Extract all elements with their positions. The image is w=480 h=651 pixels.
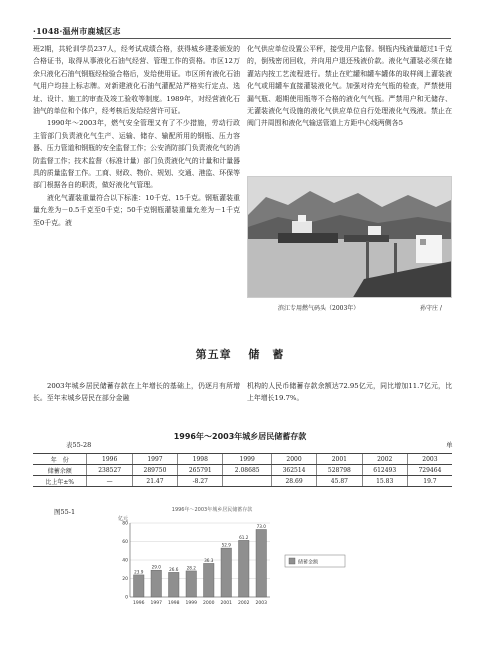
table-cell: 2003: [407, 454, 452, 465]
table-cell: 238527: [87, 465, 132, 476]
left-column: [33, 43, 240, 229]
bar: [186, 571, 197, 597]
y-axis-label: 亿元: [118, 516, 129, 522]
table-row: [33, 476, 452, 487]
bar: [204, 563, 215, 597]
y-tick-label: 80: [122, 521, 128, 527]
y-tick-label: 20: [122, 577, 128, 583]
data-label: 26.6: [169, 566, 179, 572]
savings-table: [33, 453, 452, 487]
table-cell: 年 份: [33, 454, 87, 465]
y-tick-label: 60: [122, 540, 128, 546]
x-tick-label: 1998: [168, 601, 180, 606]
bar: [151, 570, 162, 597]
section-text-left: [33, 380, 240, 405]
table-cell: 15.83: [362, 476, 407, 487]
table-row: [33, 454, 452, 465]
table-cell: 265791: [178, 465, 223, 476]
page-header: ·1048·温州市鹿城区志: [33, 26, 121, 36]
photo-caption: 滨江专用燃气码头（2003年）: [278, 305, 360, 312]
table-cell: 比上年±%: [33, 476, 87, 487]
photo-credit: 孙守庄 /: [420, 305, 442, 312]
chapter-number: 第五章: [195, 348, 232, 361]
bar: [134, 575, 145, 597]
section-paragraph-right: 机构的人民币储蓄存款余额达72.95亿元，同比增加11.7亿元，比上年增长19.7%。: [247, 382, 452, 403]
table-cell: -8.27: [178, 476, 223, 487]
x-tick-label: 1999: [185, 601, 197, 606]
table-cell: 362514: [271, 465, 316, 476]
bar: [169, 572, 180, 597]
paragraph-2: 1990年～2003年，燃气安全管理又有了不少措施，劳动行政主管部门负责液化气生产、运输、储存、输配所用的钢瓶、压力容器、压力管道和钢瓶的安全监督工作；公安消防部门负责液化气的消防监督工作；技术监督（标准计量）部门负责液化气的计量和计量器具的质量监督工作。工商、财政、物价、规划、交通、港监、环保等部门根据各自的职责，做好液化气管理。: [33, 119, 240, 190]
chart-title: 1996年～2003年城乡居民储蓄存款: [171, 507, 253, 513]
table-cell: 1997: [132, 454, 177, 465]
right-column: [247, 43, 452, 130]
table-cell: 2000: [271, 454, 316, 465]
x-tick-label: 2002: [238, 601, 250, 606]
legend-swatch: [289, 558, 295, 564]
table-cell: 1999: [223, 454, 271, 465]
table-cell: 储蓄余额: [33, 465, 87, 476]
table-cell: 528798: [317, 465, 362, 476]
paragraph-3: 液化气灌装重量符合以下标准：10千克、15千克。钢瓶灌装重量允差为－0.5千克至0千克；50千克钢瓶灌装重量允差为－1千克至0千克。液: [33, 193, 240, 227]
table-cell: [223, 476, 271, 487]
table-number: 表55-28: [66, 441, 92, 449]
paragraph-right: 化气供应单位设置公平秤，接受用户监督。钢瓶内残液量超过1千克的，倒残密闭回收，并向用户退还残液价款。液化气灌装必须在储灌站内按工艺流程进行。禁止在贮罐和罐车罐体的取样阀上灌装液化气或用罐车直接灌装液化气。加强对待充气瓶的检查，严禁使用漏气瓶、超期使用瓶等不合格的液化气气瓶。严禁用户和无储存、无灌装液化气设施的液化气供应单位自行处理液化气残液。禁止在阀门井周围和液化气输送管道上方距中心线两侧各5: [247, 45, 452, 128]
header-rule: [33, 38, 451, 39]
x-tick-label: 1996: [133, 601, 145, 606]
data-label: 23.9: [134, 569, 144, 575]
harbor-photo: [247, 176, 452, 298]
table-cell: 2001: [317, 454, 362, 465]
x-tick-label: 2003: [255, 601, 267, 606]
table-cell: —: [87, 476, 132, 487]
table-cell: 19.7: [407, 476, 452, 487]
table-cell: 28.69: [271, 476, 316, 487]
table-cell: 45.87: [317, 476, 362, 487]
section-paragraph-left: 2003年城乡居民储蓄存款在上年增长的基础上，仍逐月有所增长。至年末城乡居民在部分金融: [33, 382, 240, 403]
paragraph-1: 班2期，共轮训学员237人，经考试成绩合格，获得城乡建委颁发的合格证书，取得从事液化石油气经营、管理工作的资格。市区12万余只液化石油气钢瓶经检验合格后，发给使用证。市区所有液化石油气用户均挂上标志牌。对新建液化石油气灌配站严格实行定点、选址、设计、施工的审查及竣工验收等制度。1989年，对经营液化石油气的单位和个体户，经考核后发给经营许可证。: [33, 45, 240, 116]
data-label: 36.3: [204, 557, 214, 563]
table-cell: 1996: [87, 454, 132, 465]
harbor-photo-image: [248, 177, 452, 298]
x-tick-label: 1997: [150, 601, 162, 606]
figure-number: 图55-1: [54, 508, 76, 516]
table-cell: 289750: [132, 465, 177, 476]
table-cell: 729464: [407, 465, 452, 476]
data-label: 29.0: [151, 564, 161, 570]
bar: [256, 529, 267, 597]
bar: [221, 548, 232, 597]
chapter-title: 储 蓄: [248, 348, 285, 361]
savings-chart-svg: [110, 505, 360, 607]
x-tick-label: 2000: [203, 601, 215, 606]
section-text-right: [247, 380, 452, 405]
chapter-heading: [0, 346, 480, 362]
bar: [239, 540, 250, 597]
data-label: 61.2: [239, 534, 249, 540]
y-tick-label: 40: [122, 558, 128, 564]
x-tick-label: 2001: [220, 601, 232, 606]
data-label: 28.2: [186, 565, 196, 571]
data-label: 73.0: [256, 523, 266, 529]
data-label: 52.9: [221, 542, 231, 548]
y-tick-label: 0: [125, 595, 128, 601]
table-cell: 2.08685: [223, 465, 271, 476]
table-title: 1996年～2003年城乡居民储蓄存款: [173, 432, 307, 441]
table-cell: 21.47: [132, 476, 177, 487]
table-row: [33, 465, 452, 476]
savings-chart: [110, 505, 360, 607]
table-cell: 1998: [178, 454, 223, 465]
table-cell: 2002: [362, 454, 407, 465]
table-unit: 单: [446, 441, 453, 449]
legend-label: 储蓄金额: [298, 559, 319, 566]
table-cell: 612493: [362, 465, 407, 476]
